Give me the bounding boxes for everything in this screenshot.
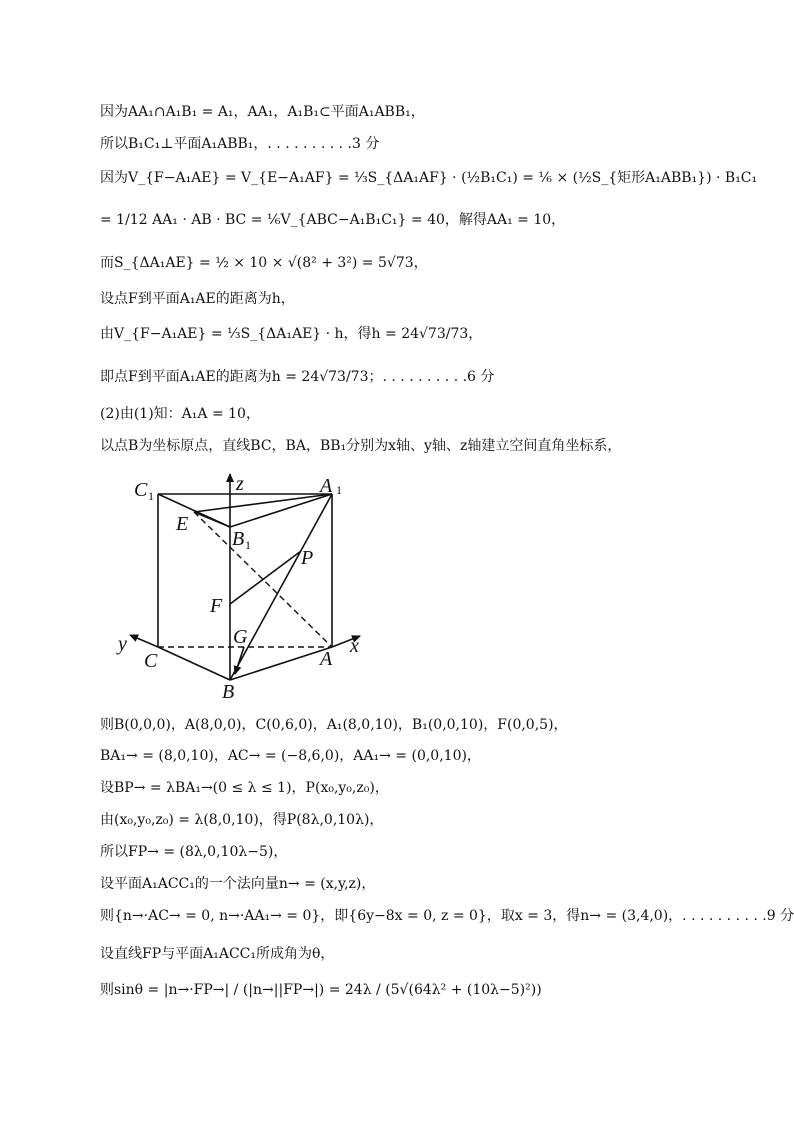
text-line: = 1/12 AA₁ · AB · BC = ⅙V_{ABC−A₁B₁C₁} = 40，解得AA₁ = 10， <box>100 212 566 228</box>
text-line: 设平面A₁ACC₁的一个法向量n→ = (x,y,z)， <box>100 876 376 892</box>
text-line: 即点F到平面A₁AE的距离为h = 24√73/73；. . . . . . . . . .6 分 <box>100 369 495 385</box>
text-line: 设BP→ = λBA₁→(0 ≤ λ ≤ 1)，P(x₀,y₀,z₀)， <box>100 780 389 796</box>
text-line: 则{n→·AC→ = 0, n→·AA₁→ = 0}，即{6y−8x = 0, z = 0}，取x = 3，得n→ = (3,4,0)，. . . . . . . . . .9 分 <box>100 908 794 924</box>
segment-f-p <box>230 551 301 604</box>
text-line: 所以B₁C₁⊥平面A₁ABB₁，. . . . . . . . . .3 分 <box>100 136 380 152</box>
label-a: A <box>320 648 333 670</box>
label-b1-sub: 1 <box>245 538 251 552</box>
text-line: 因为AA₁∩A₁B₁ = A₁，AA₁，A₁B₁⊂平面A₁ABB₁， <box>100 104 425 120</box>
label-e: E <box>176 513 189 535</box>
label-z-axis: z <box>236 473 244 495</box>
text-line: 设点F到平面A₁AE的距离为h， <box>100 291 295 307</box>
label-x-axis: x <box>350 635 359 657</box>
text-line: 由V_{F−A₁AE} = ⅓S_{ΔA₁AE} · h，得h = 24√73/73， <box>100 326 483 342</box>
label-b1: B <box>232 528 245 550</box>
segment-e-b1 <box>194 512 230 527</box>
label-y-axis: y <box>118 633 127 655</box>
prism-figure <box>110 466 400 706</box>
label-c1-sub: 1 <box>148 489 154 503</box>
label-c1: C <box>134 479 148 501</box>
text-line: 而S_{ΔA₁AE} = ½ × 10 × √(8² + 3²) = 5√73， <box>100 255 428 271</box>
label-b: B <box>222 681 235 703</box>
y-axis <box>130 635 158 647</box>
text-line: 则sinθ = |n→·FP→| / (|n→||FP→|) = 24λ / (5√(64λ² + (10λ−5)²)) <box>100 982 542 998</box>
segment-e-a1 <box>194 494 332 512</box>
text-line: 设直线FP与平面A₁ACC₁所成角为θ， <box>100 946 335 962</box>
label-p: P <box>301 547 314 569</box>
label-f: F <box>210 595 223 617</box>
text-line: (2)由(1)知：A₁A = 10， <box>100 406 260 422</box>
text-line: 由(x₀,y₀,z₀) = λ(8,0,10)，得P(8λ,0,10λ)， <box>100 812 384 828</box>
label-a1-sub: 1 <box>336 483 342 497</box>
label-c: C <box>144 650 158 672</box>
text-line: BA₁→ = (8,0,10)，AC→ = (−8,6,0)，AA₁→ = (0,0,10)， <box>100 748 481 764</box>
segment-g-b <box>235 647 244 674</box>
edge-c-b <box>158 647 230 680</box>
label-a1: A <box>320 475 333 497</box>
text-line: 所以FP→ = (8λ,0,10λ−5)， <box>100 844 288 860</box>
text-line: 则B(0,0,0)，A(8,0,0)，C(0,6,0)，A₁(8,0,10)，B₁(0,0,10)，F(0,0,5)， <box>100 717 568 733</box>
text-line: 因为V_{F−A₁AE} = V_{E−A₁AF} = ⅓S_{ΔA₁AF} · (½B₁C₁) = ⅙ × (½S_{矩形A₁ABB₁}) · B₁C₁ <box>100 170 758 186</box>
label-g: G <box>233 626 248 648</box>
text-line: 以点B为坐标原点，直线BC，BA，BB₁分别为x轴、y轴、z轴建立空间直角坐标系， <box>100 438 622 454</box>
